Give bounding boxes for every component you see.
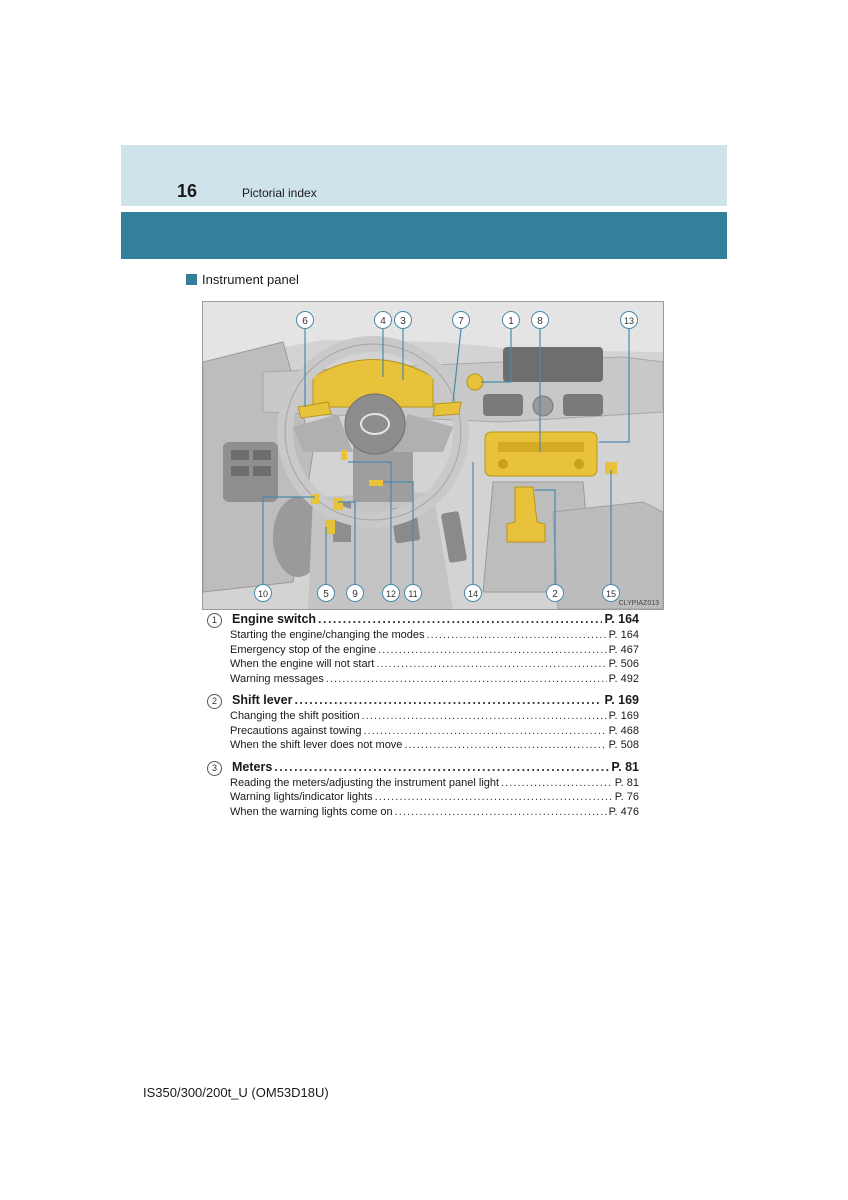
callout-label: 3 — [400, 316, 406, 327]
entry-subitem — [230, 806, 639, 821]
callout-label: 11 — [408, 589, 418, 599]
number-circle-icon: 3 — [207, 761, 222, 776]
subitem-text: Reading the meters/adjusting the instrument panel light — [230, 776, 500, 789]
instrument-panel-illustration — [202, 301, 664, 610]
section-title: Pictorial index — [242, 186, 317, 200]
index-entry — [205, 760, 639, 821]
dot-leader — [362, 710, 607, 722]
entry-subitem — [230, 673, 639, 688]
entry-page-ref: P. 169 — [604, 693, 639, 707]
subitem-page-ref: P. 164 — [608, 629, 639, 641]
subitem-page-ref: P. 476 — [608, 805, 639, 818]
entry-heading-row — [205, 693, 639, 710]
dot-leader — [426, 629, 606, 641]
subitem-text: Changing the shift position — [230, 710, 360, 722]
sub-heading — [186, 272, 299, 287]
entry-title: Shift lever — [232, 693, 293, 707]
index-entries — [205, 612, 639, 826]
callout-label: 2 — [552, 589, 558, 600]
index-entry — [205, 693, 639, 754]
dot-leader — [318, 612, 602, 626]
callout-label: 14 — [467, 589, 479, 599]
entry-page-ref: P. 164 — [604, 612, 639, 626]
callout-label: 5 — [323, 589, 329, 600]
dot-leader — [395, 806, 607, 818]
page-number: 16 — [177, 181, 198, 201]
dashboard-drawing — [203, 302, 663, 609]
subitem-page-ref: P. 468 — [608, 724, 639, 737]
dot-leader — [376, 658, 606, 670]
subitem-text: When the shift lever does not move — [230, 739, 403, 751]
dot-leader — [294, 693, 602, 707]
entry-subitem — [230, 791, 639, 806]
index-entry — [205, 612, 639, 687]
callout-label: 7 — [458, 316, 464, 327]
entry-title: Meters — [232, 759, 273, 774]
entry-subitem — [230, 644, 639, 659]
subitem-text: Warning messages — [230, 672, 324, 685]
dot-leader — [375, 791, 613, 803]
subitem-text: Starting the engine/changing the modes — [230, 629, 425, 641]
header-band-dark — [121, 212, 727, 259]
callout-label: 13 — [623, 316, 635, 326]
subitem-page-ref: P. 169 — [608, 710, 639, 722]
subitem-page-ref: P. 506 — [608, 658, 639, 670]
entry-subitem — [230, 658, 639, 673]
callout-label: 15 — [605, 589, 617, 599]
subitem-text: Emergency stop of the engine — [230, 643, 377, 656]
dot-leader — [363, 725, 606, 737]
sub-heading-text: Instrument panel — [202, 272, 299, 287]
subitem-page-ref: P. 492 — [608, 672, 639, 685]
entry-title: Engine switch — [232, 612, 317, 626]
subitem-text: Warning lights/indicator lights — [230, 791, 373, 803]
callout-label: 10 — [257, 589, 269, 599]
entry-subitem — [230, 629, 639, 644]
callout-label: 9 — [352, 589, 358, 600]
subitem-page-ref: P. 81 — [614, 776, 639, 789]
dot-leader — [404, 739, 606, 751]
entry-subitem — [230, 777, 639, 792]
callout-label: 6 — [302, 316, 308, 327]
square-bullet-icon — [186, 274, 197, 285]
dot-leader — [274, 760, 609, 774]
dot-leader — [378, 644, 606, 656]
callout-label: 8 — [537, 316, 543, 327]
entry-heading-row — [205, 612, 639, 629]
entry-subitem — [230, 725, 639, 740]
footer-model-code: IS350/300/200t_U (OM53D18U) — [143, 1085, 329, 1100]
callout-label: 12 — [385, 589, 397, 599]
entry-page-ref: P. 81 — [611, 759, 639, 774]
entry-heading-row — [205, 760, 639, 777]
subitem-text: Precautions against towing — [230, 724, 362, 737]
subitem-text: When the engine will not start — [230, 658, 375, 670]
subitem-page-ref: P. 508 — [608, 739, 639, 751]
header-band-light — [121, 145, 727, 206]
subitem-page-ref: P. 467 — [608, 643, 639, 656]
number-circle-icon: 2 — [207, 694, 222, 709]
entry-subitem — [230, 710, 639, 725]
callout-label: 4 — [380, 316, 386, 327]
dot-leader — [501, 777, 613, 789]
subitem-text: When the warning lights come on — [230, 805, 393, 818]
figure-code: CLYPIAZ013 — [618, 600, 659, 607]
dot-leader — [326, 673, 607, 685]
subitem-page-ref: P. 76 — [614, 791, 639, 803]
callout-label: 1 — [508, 316, 514, 327]
entry-subitem — [230, 739, 639, 754]
number-circle-icon: 1 — [207, 613, 222, 628]
